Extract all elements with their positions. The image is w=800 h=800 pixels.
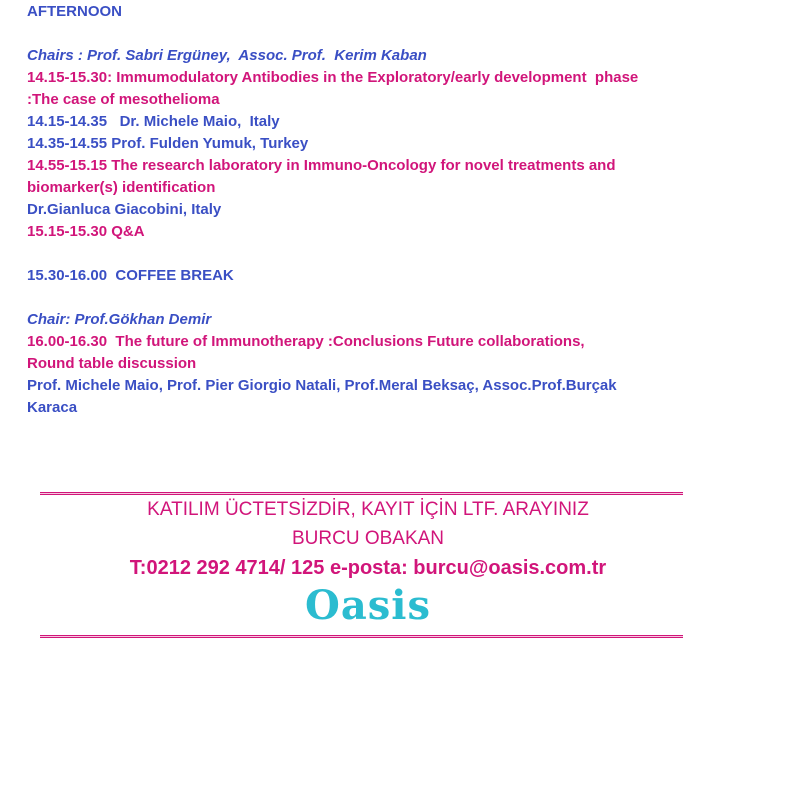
afternoon-program xyxy=(27,1,787,419)
speaker-list: Prof. Michele Maio, Prof. Pier Giorgio Natali, Prof.Meral Beksaç, Assoc.Prof.Burçak xyxy=(27,377,617,394)
registration-notice: KATILIM ÜCTETSİZDİR, KAYIT İÇİN LTF. ARAYINIZ xyxy=(147,499,589,520)
registration-box xyxy=(40,489,683,641)
talk-entry: 14.15-14.35 Dr. Michele Maio, Italy xyxy=(27,113,280,130)
session-chairs: Chairs : Prof. Sabri Ergüney, Assoc. Prof. Kerim Kaban xyxy=(27,47,427,64)
spacer xyxy=(27,23,787,45)
speaker-list-continued: Karaca xyxy=(27,399,78,416)
session-topic: 16.00-16.30 The future of Immunotherapy :Conclusions Future collaborations, xyxy=(27,333,585,350)
session-topic-continued: :The case of mesothelioma xyxy=(27,91,220,108)
spacer xyxy=(27,287,787,309)
contact-details: T:0212 292 4714/ 125 e-posta: burcu@oasis.com.tr xyxy=(129,557,607,579)
section-title: AFTERNOON xyxy=(27,3,122,20)
talk-speaker: Dr.Gianluca Giacobini, Italy xyxy=(27,201,222,218)
talk-entry: 14.35-14.55 Prof. Fulden Yumuk, Turkey xyxy=(27,135,309,152)
oasis-logo: Oasis xyxy=(305,582,431,629)
spacer xyxy=(27,243,787,265)
session-topic: 14.15-15.30: Immumodulatory Antibodies in the Exploratory/early development phase xyxy=(27,69,639,86)
bottom-divider xyxy=(40,635,683,638)
top-divider xyxy=(40,492,683,495)
contact-name: BURCU OBAKAN xyxy=(291,528,445,549)
session-topic-continued: Round table discussion xyxy=(27,355,197,372)
session-chair: Chair: Prof.Gökhan Demir xyxy=(27,311,212,328)
talk-title: 14.55-15.15 The research laboratory in Immuno-Oncology for novel treatments and xyxy=(27,157,616,174)
coffee-break: 15.30-16.00 COFFEE BREAK xyxy=(27,267,234,284)
qa-entry: 15.15-15.30 Q&A xyxy=(27,223,145,240)
talk-title-continued: biomarker(s) identification xyxy=(27,179,216,196)
